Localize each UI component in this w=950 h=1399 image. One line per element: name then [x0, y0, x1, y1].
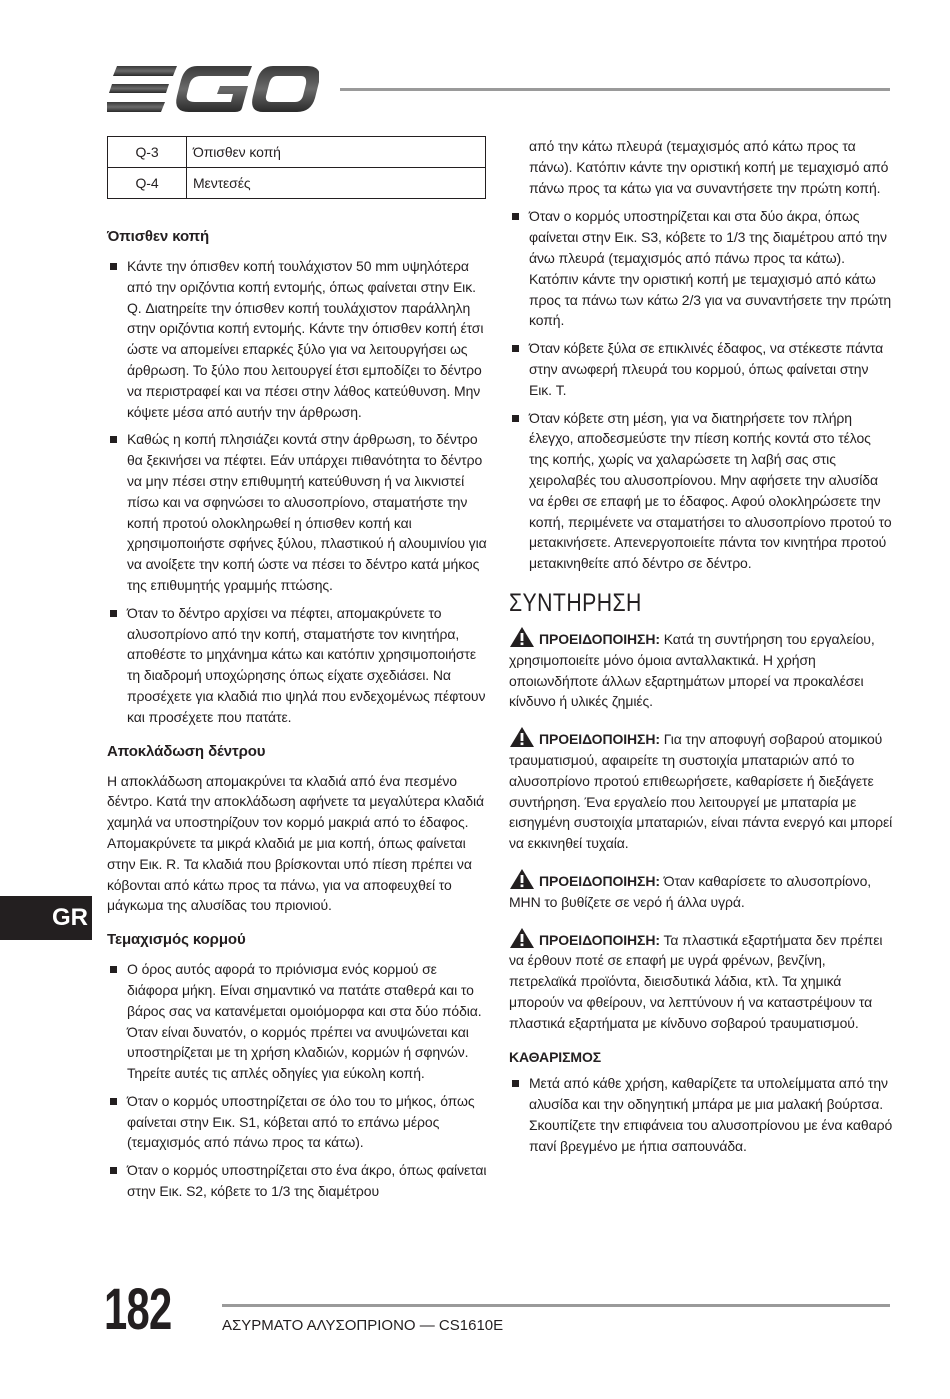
- cleaning-list: [509, 1073, 893, 1156]
- warning-block: [509, 927, 893, 1034]
- list-item: Όταν το δέντρο αρχίσει να πέφτει, απομακρύνετε το αλυσοπρίονο από την κοπή, σταματήστε τον κινητήρα, αποθέστε το μηχάνημα κάτω και κατόπιν χρησιμοποιήστε τη διαδρομή υποχώρησης όπως είχατε σχεδιάσει. Να προσέχετε για κλαδιά πιο ψηλά που ενδεχομένως πέφτουν και προσέχετε που πατάτε.: [107, 603, 487, 728]
- list-item: Όταν κόβετε στη μέση, για να διατηρήσετε τον πλήρη έλεγχο, αποδεσμεύστε την πίεση κοπής κοντά στο τέλος της κοπής, χωρίς να χαλαρώσετε τη λαβή σας στις χειρολαβές του αλυσοπρίονου. Μην αφήσετε την αλυσίδα να έρθει σε επαφή με το έδαφος. Αφού ολοκληρώσετε την κοπή, περιμένετε να σταματήσει το αλυσοπρίονο προτού το μετακινήσετε. Απενεργοποιείτε πάντα τον κινητήρα προτού μετακινηθείτε από δέντρο σε δέντρο.: [509, 408, 893, 574]
- table-key: Q-4: [108, 168, 187, 199]
- bucking-list: [107, 959, 487, 1202]
- table-row: [108, 168, 486, 199]
- table-key: Q-3: [108, 137, 187, 168]
- list-item: Καθώς η κοπή πλησιάζει κοντά στην άρθρωση, το δέντρο θα ξεκινήσει να πέφτει. Εάν υπάρχει πιθανότητα το δέντρο να μην πέσει στην επιθυμητή κατεύθυνση ή να λικνιστεί πίσω και να σφηνώσει το αλυσοπρίονο, σταματήστε την κοπή προτού ολοκληρωθεί η όπισθεν κοπή και χρησιμοποιήστε σφήνες ξύλου, πλαστικού ή αλουμινίου για να ανοίξετε την κοπή ώστε να πέσει το δέντρο κατά μήκος της επιθυμητής γραμμής πτώσης.: [107, 429, 487, 595]
- list-item: Μετά από κάθε χρήση, καθαρίζετε τα υπολείμματα από την αλυσίδα και την οδηγητική μπάρα με μια μαλακή βούρτσα. Σκουπίζετε την επιφάνεια του αλυσοπρίονου με ένα καθαρό πανί βρεγμένο με ήπια σαπουνάδα.: [509, 1073, 893, 1156]
- maintenance-title: ΣΥΝΤΗΡΗΣΗ: [509, 588, 642, 617]
- language-tab-label: GR: [52, 904, 88, 931]
- warning-label: ΠΡΟΕΙΔΟΠΟΙΗΣΗ:: [539, 872, 660, 889]
- continued-paragraph: από την κάτω πλευρά (τεμαχισμός από κάτω προς τα πάνω). Κατόπιν κάντε την οριστική κοπή με τεμαχισμό από πάνω προς τα κάτω για να συναντήσετε την πρώτη κοπή.: [529, 138, 889, 196]
- limbing-paragraph: Η αποκλάδωση απομακρύνει τα κλαδιά από ένα πεσμένο δέντρο. Κατά την αποκλάδωση αφήνετε τα μεγαλύτερα κλαδιά χαμηλά να υποστηρίζουν τον κορμό μακριά από το έδαφος. Απομακρύνετε τα μικρά κλαδιά με μια κοπή, όπως φαίνεται στην Εικ. R. Τα κλαδιά που βρίσκονται υπό πίεση πρέπει να κόβονται από κάτω προς τα πάνω, για να αποφευχθεί το μάγκωμα της αλυσίδας του πριονιού.: [107, 772, 485, 914]
- section-title-bucking: Τεμαχισμός κορμού: [107, 931, 246, 949]
- left-column: [107, 136, 487, 1216]
- warning-block: [509, 626, 893, 712]
- list-item: Όταν ο κορμός υποστηρίζεται σε όλο του το μήκος, όπως φαίνεται στην Εικ. S1, κόβεται από το επάνω μέρος (τεμαχισμός από πάνω προς τα κάτω).: [107, 1091, 487, 1153]
- table-row: [108, 137, 486, 168]
- warning-text: Όταν καθαρίσετε το αλυσοπρίονο, ΜΗΝ το βυθίζετε σε νερό ή άλλα υγρά.: [509, 872, 872, 910]
- warning-label: ΠΡΟΕΙΔΟΠΟΙΗΣΗ:: [539, 931, 660, 948]
- list-item: Όταν ο κορμός υποστηρίζεται και στα δύο άκρα, όπως φαίνεται στην Εικ. S3, κόβετε το 1/3 της διαμέτρου από την άνω πλευρά (τεμαχισμός από πάνω προς τα κάτω). Κατόπιν κάντε την οριστική κοπή με τεμαχισμό από κάτω προς τα πάνω των κάτω 2/3 για να συναντήσετε την πρώτη κοπή.: [509, 206, 893, 331]
- language-tab: [0, 896, 92, 940]
- footer-title: ΑΣΥΡΜΑΤΟ ΑΛΥΣΟΠΡΙΟΝΟ — CS1610E: [222, 1317, 504, 1334]
- warning-triangle-icon: [509, 868, 535, 890]
- warning-triangle-icon: [509, 626, 535, 648]
- warning-triangle-icon: [509, 726, 535, 748]
- list-item: Όταν ο κορμός υποστηρίζεται στο ένα άκρο, όπως φαίνεται στην Εικ. S2, κόβετε το 1/3 της διαμέτρου: [107, 1160, 487, 1202]
- header-rule: [340, 88, 890, 91]
- warning-block: [509, 726, 893, 854]
- warning-text: Για την αποφυγή σοβαρού ατομικού τραυματισμού, αφαιρείτε τη συστοιχία μπαταριών από το αλυσοπρίονο προτού επιθεωρήσετε, καθαρίσετε ή διεξάγετε συντήρηση. Ένα εργαλείο που λειτουργεί με μπαταρία με εισηγμένη συστοιχία μπαταριών, είναι πάντα ενεργό και μπορεί να εκκινηθεί τυχαία.: [509, 731, 893, 852]
- section-title-back-cut: Όπισθεν κοπή: [107, 228, 210, 245]
- table-value: Όπισθεν κοπή: [187, 137, 486, 168]
- back-cut-list: [107, 256, 487, 728]
- warning-text: Κατά τη συντήρηση του εργαλείου, χρησιμοποιείτε μόνο όμοια ανταλλακτικά. Η χρήση οποιωνδήποτε άλλων εξαρτημάτων μπορεί να προκαλέσει κίνδυνο ή υλικές ζημιές.: [509, 630, 875, 710]
- right-column: [509, 136, 893, 1171]
- page-number: 182: [104, 1277, 172, 1342]
- ego-logo: [107, 66, 319, 112]
- warning-label: ΠΡΟΕΙΔΟΠΟΙΗΣΗ:: [539, 630, 660, 647]
- cleaning-title: ΚΑΘΑΡΙΣΜΟΣ: [509, 1049, 602, 1066]
- warning-triangle-icon: [509, 927, 535, 949]
- list-item: Κάντε την όπισθεν κοπή τουλάχιστον 50 mm υψηλότερα από την οριζόντια κοπή εντομής, όπως φαίνεται στην Εικ. Q. Διατηρείτε την όπισθεν κοπή τουλάχιστον παράλληλη στην οριζόντια κοπή εντομής. Κάντε την όπισθεν κοπή έτσι ώστε να απομείνει επαρκές ξύλο για να λειτουργήσει ως άρθρωση. Το ξύλο που λειτουργεί έτσι εμποδίζει το δέντρο να περιστραφεί και να πέσει στην λάθος κατεύθυνση. Μην κόψετε μέσα από αυτήν την άρθρωση.: [107, 256, 487, 422]
- section-title-limbing: Αποκλάδωση δέντρου: [107, 742, 266, 760]
- warning-text: Τα πλαστικά εξαρτήματα δεν πρέπει να έρθουν ποτέ σε επαφή με υγρά φρένων, βενζίνη, πετρελαϊκά προϊόντα, διεισδυτικά λάδια, κτλ. Τα χημικά μπορούν να φθείρουν, να λεπτύνουν ή να καταστρέψουν τα πλαστικά εξαρτήματα με κίνδυνο σοβαρού τραυματισμού.: [509, 931, 883, 1031]
- figure-key-table: [107, 136, 486, 199]
- bucking-list-continued: [509, 206, 893, 574]
- footer-rule: [222, 1304, 890, 1307]
- warning-block: [509, 868, 893, 913]
- table-value: Μεντεσές: [187, 168, 486, 199]
- list-item: Ο όρος αυτός αφορά το πριόνισμα ενός κορμού σε διάφορα μήκη. Είναι σημαντικό να πατάτε σταθερά και το βάρος σας να κατανέμεται ομοιόμορφα και στα δύο πόδια. Όταν είναι δυνατόν, ο κορμός πρέπει να ανυψώνεται και υποστηρίζεται με τη χρήση κλαδιών, κορμών ή σφηνών. Τηρείτε αυτές τις απλές οδηγίες για εύκολη κοπή.: [107, 959, 487, 1084]
- list-item: Όταν κόβετε ξύλα σε επικλινές έδαφος, να στέκεστε πάντα στην ανωφερή πλευρά του κορμού, όπως φαίνεται στην Εικ. T.: [509, 338, 893, 400]
- warning-label: ΠΡΟΕΙΔΟΠΟΙΗΣΗ:: [539, 731, 660, 748]
